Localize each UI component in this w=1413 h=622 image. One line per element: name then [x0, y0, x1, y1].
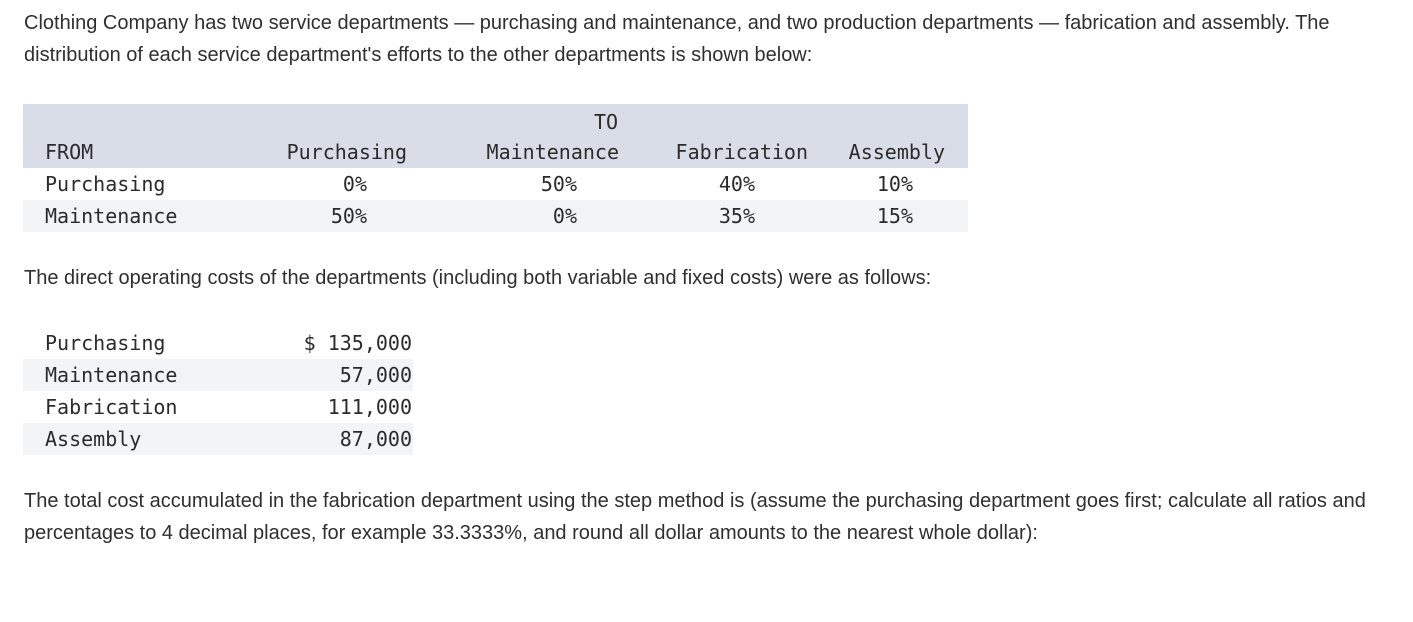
cell-value: 40% — [718, 172, 755, 196]
row-from-purchasing: Purchasing — [45, 172, 166, 196]
col-maintenance: Maintenance — [486, 140, 619, 164]
cell-value: 0% — [342, 172, 367, 196]
table-row — [23, 168, 968, 200]
intro-paragraph: Clothing Company has two service departments — purchasing and maintenance, and two production departments — fabrication and assembly. The distribution of each service department's efforts to the other departments is shown below: — [24, 12, 1330, 66]
cell-value: 10% — [876, 172, 913, 196]
cost-dept-name: Purchasing — [45, 331, 166, 355]
col-assembly: Assembly — [848, 140, 945, 164]
table-row — [23, 359, 413, 391]
cost-dept-name: Assembly — [45, 427, 142, 451]
to-label: TO — [593, 110, 619, 134]
table-row — [23, 423, 413, 455]
row-from-maintenance: Maintenance — [45, 204, 178, 228]
cost-amount: $ 135,000 — [303, 331, 412, 355]
distribution-table-header — [23, 104, 968, 168]
table-row — [23, 200, 968, 232]
header-row — [23, 136, 968, 168]
table-row — [23, 327, 413, 359]
cell-value: 15% — [876, 204, 913, 228]
distribution-table — [23, 104, 968, 232]
cell-value: 50% — [330, 204, 367, 228]
cost-dept-name: Maintenance — [45, 363, 178, 387]
from-label: FROM — [45, 140, 94, 164]
cell-value: 35% — [718, 204, 755, 228]
question-paragraph: The total cost accumulated in the fabrication department using the step method is (assume the purchasing department goes first; calculate all ratios and percentages to 4 decimal places, for example 33.3333%, and round all dollar amounts to the nearest whole dollar): — [24, 490, 1366, 544]
cost-amount: 87,000 — [339, 427, 412, 451]
costs-intro-paragraph: The direct operating costs of the departments (including both variable and fixed costs) were as follows: — [24, 267, 932, 289]
cell-value: 50% — [540, 172, 577, 196]
cost-dept-name: Fabrication — [45, 395, 178, 419]
col-purchasing: Purchasing — [286, 140, 407, 164]
costs-table — [23, 327, 413, 455]
cell-value: 0% — [552, 204, 577, 228]
cost-amount: 57,000 — [339, 363, 412, 387]
col-fabrication: Fabrication — [675, 140, 808, 164]
distribution-table-body — [23, 168, 968, 232]
cost-amount: 111,000 — [327, 395, 412, 419]
table-row — [23, 391, 413, 423]
